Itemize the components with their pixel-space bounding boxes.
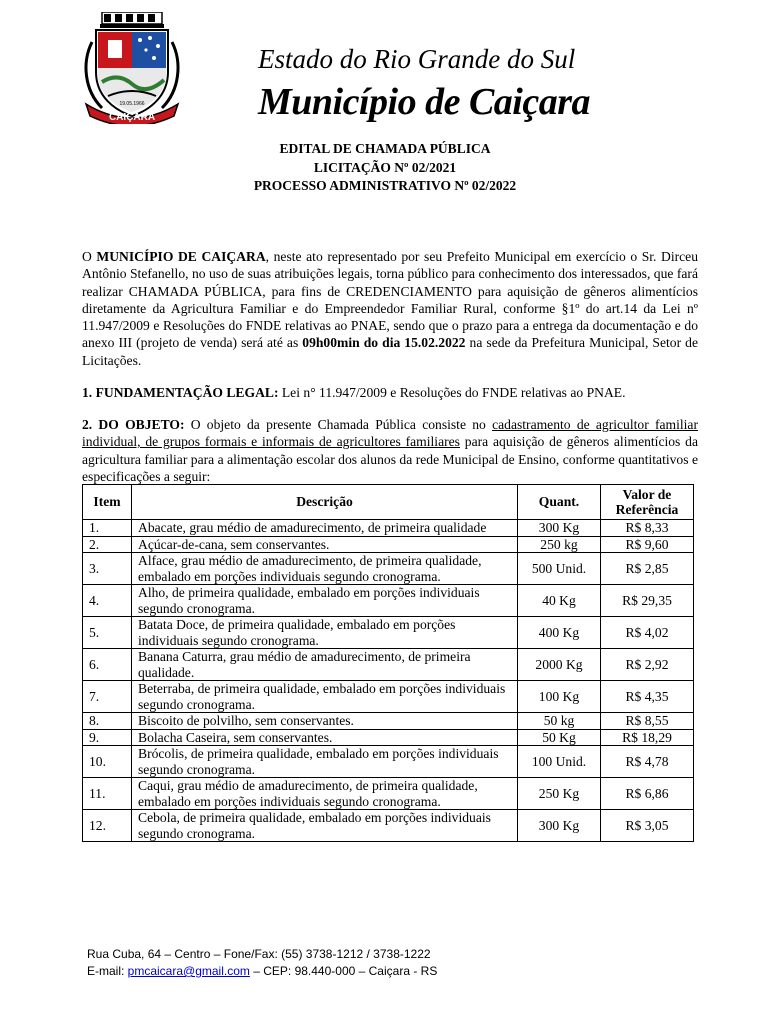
row-item: 8. <box>83 713 132 730</box>
row-item: 9. <box>83 729 132 746</box>
row-description: Brócolis, de primeira qualidade, embalado em porções individuais segundo cronograma. <box>132 746 518 778</box>
state-title: Estado do Rio Grande do Sul <box>258 44 576 74</box>
row-item: 5. <box>83 617 132 649</box>
table-row <box>83 536 694 553</box>
entity-name: MUNICÍPIO DE CAIÇARA <box>96 249 266 264</box>
row-item: 6. <box>83 649 132 681</box>
row-quantity: 300 Kg <box>518 810 601 842</box>
row-quantity: 250 Kg <box>518 778 601 810</box>
row-item: 7. <box>83 681 132 713</box>
row-reference-value: R$ 4,78 <box>601 746 694 778</box>
table-row <box>83 649 694 681</box>
row-quantity: 300 Kg <box>518 520 601 537</box>
email-link[interactable]: pmcaicara@gmail.com <box>127 964 250 978</box>
row-description: Caqui, grau médio de amadurecimento, de primeira qualidade, embalado em porções individuais segundo cronograma. <box>132 778 518 810</box>
header-quantity: Quant. <box>518 485 601 520</box>
row-description: Abacate, grau médio de amadurecimento, de primeira qualidade <box>132 520 518 537</box>
header-item: Item <box>83 485 132 520</box>
row-reference-value: R$ 9,60 <box>601 536 694 553</box>
row-description: Biscoito de polvilho, sem conservantes. <box>132 713 518 730</box>
row-reference-value: R$ 4,35 <box>601 681 694 713</box>
section-legal-basis: 1. FUNDAMENTAÇÃO LEGAL: Lei n° 11.947/2009 e Resoluções do FNDE relativas ao PNAE. <box>82 385 626 400</box>
row-description: Batata Doce, de primeira qualidade, embalado em porções individuais segundo cronograma. <box>132 617 518 649</box>
row-description: Banana Caturra, grau médio de amadurecimento, de primeira qualidade. <box>132 649 518 681</box>
edital-title: EDITAL DE CHAMADA PÚBLICA <box>279 141 491 156</box>
footer <box>87 946 437 980</box>
section-1-heading: 1. FUNDAMENTAÇÃO LEGAL: <box>82 385 279 400</box>
row-quantity: 400 Kg <box>518 617 601 649</box>
row-reference-value: R$ 3,05 <box>601 810 694 842</box>
row-reference-value: R$ 2,85 <box>601 553 694 585</box>
row-description: Açúcar-de-cana, sem conservantes. <box>132 536 518 553</box>
table-row <box>83 810 694 842</box>
table-row <box>83 617 694 649</box>
row-description: Bolacha Caseira, sem conservantes. <box>132 729 518 746</box>
row-quantity: 250 kg <box>518 536 601 553</box>
process-number: PROCESSO ADMINISTRATIVO Nº 02/2022 <box>253 178 517 193</box>
table-header-row <box>83 485 694 520</box>
footer-contact: E-mail: pmcaicara@gmail.com – CEP: 98.440-000 – Caiçara - RS <box>87 964 438 978</box>
table-row <box>83 553 694 585</box>
row-reference-value: R$ 8,33 <box>601 520 694 537</box>
section-object: 2. DO OBJETO: O objeto da presente Chamada Pública consiste no cadastramento de agricultor familiar individual, de grupos formais e informais de agricultores familiares para aquisição de gêneros alimentícios da agricultura familiar para a alimentação escolar dos alunos da rede Municipal de Ensino, conforme quantitativos e especificações a seguir: <box>82 417 698 484</box>
row-reference-value: R$ 6,86 <box>601 778 694 810</box>
row-item: 2. <box>83 536 132 553</box>
municipality-title: Município de Caiçara <box>258 81 591 123</box>
row-quantity: 40 Kg <box>518 585 601 617</box>
row-item: 11. <box>83 778 132 810</box>
row-reference-value: R$ 2,92 <box>601 649 694 681</box>
row-item: 3. <box>83 553 132 585</box>
row-description: Alface, grau médio de amadurecimento, de primeira qualidade, embalado em porções individuais segundo cronograma. <box>132 553 518 585</box>
table-row <box>83 746 694 778</box>
row-reference-value: R$ 29,35 <box>601 585 694 617</box>
row-quantity: 50 Kg <box>518 729 601 746</box>
row-quantity: 2000 Kg <box>518 649 601 681</box>
row-item: 1. <box>83 520 132 537</box>
row-item: 10. <box>83 746 132 778</box>
table-row <box>83 729 694 746</box>
row-reference-value: R$ 4,02 <box>601 617 694 649</box>
table-row <box>83 713 694 730</box>
row-item: 12. <box>83 810 132 842</box>
row-description: Cebola, de primeira qualidade, embalado em porções individuais segundo cronograma. <box>132 810 518 842</box>
svg-text:19.05.1966: 19.05.1966 <box>119 101 145 107</box>
table-row <box>83 520 694 537</box>
table-row <box>83 778 694 810</box>
row-reference-value: R$ 8,55 <box>601 713 694 730</box>
row-quantity: 100 Unid. <box>518 746 601 778</box>
header-description: Descrição <box>132 485 518 520</box>
municipal-crest-logo <box>78 12 186 124</box>
section-2-heading: 2. DO OBJETO: <box>82 417 185 432</box>
row-quantity: 50 kg <box>518 713 601 730</box>
table-row <box>83 681 694 713</box>
svg-text:CAIÇARA: CAIÇARA <box>108 112 156 123</box>
row-reference-value: R$ 18,29 <box>601 729 694 746</box>
deadline: 09h00min do dia 15.02.2022 <box>302 335 466 351</box>
row-quantity: 500 Unid. <box>518 553 601 585</box>
row-description: Alho, de primeira qualidade, embalado em porções individuais segundo cronograma. <box>132 585 518 617</box>
intro-paragraph: O MUNICÍPIO DE CAIÇARA, neste ato representado por seu Prefeito Municipal em exercício o Sr. Dirceu Antônio Stefanello, no uso de suas atribuições legais, torna público para conhecimento dos interessados, que fará realizar CHAMADA PÚBLICA, para fins de CREDENCIAMENTO para aquisição de gêneros alimentícios diretamente da Agricultura Familiar e do Empreendedor Familiar Rural, conforme §1º do art.14 da Lei nº 11.947/2009 e Resoluções do FNDE relativas ao PNAE, sendo que o prazo para a entrega da documentação e do anexo III (projeto de venda) será até as 09h00min do dia 15.02.2022 na sede da Prefeitura Municipal, Setor de Licitações. <box>82 249 698 368</box>
footer-address: Rua Cuba, 64 – Centro – Fone/Fax: (55) 3738-1212 / 3738-1222 <box>87 947 431 961</box>
row-quantity: 100 Kg <box>518 681 601 713</box>
header-reference-value: Valor de Referência <box>601 485 694 520</box>
crown-icon <box>100 12 164 28</box>
row-item: 4. <box>83 585 132 617</box>
licitacao-number: LICITAÇÃO Nº 02/2021 <box>313 160 457 175</box>
table-row <box>83 585 694 617</box>
items-table <box>82 484 694 842</box>
row-description: Beterraba, de primeira qualidade, embalado em porções individuais segundo cronograma. <box>132 681 518 713</box>
